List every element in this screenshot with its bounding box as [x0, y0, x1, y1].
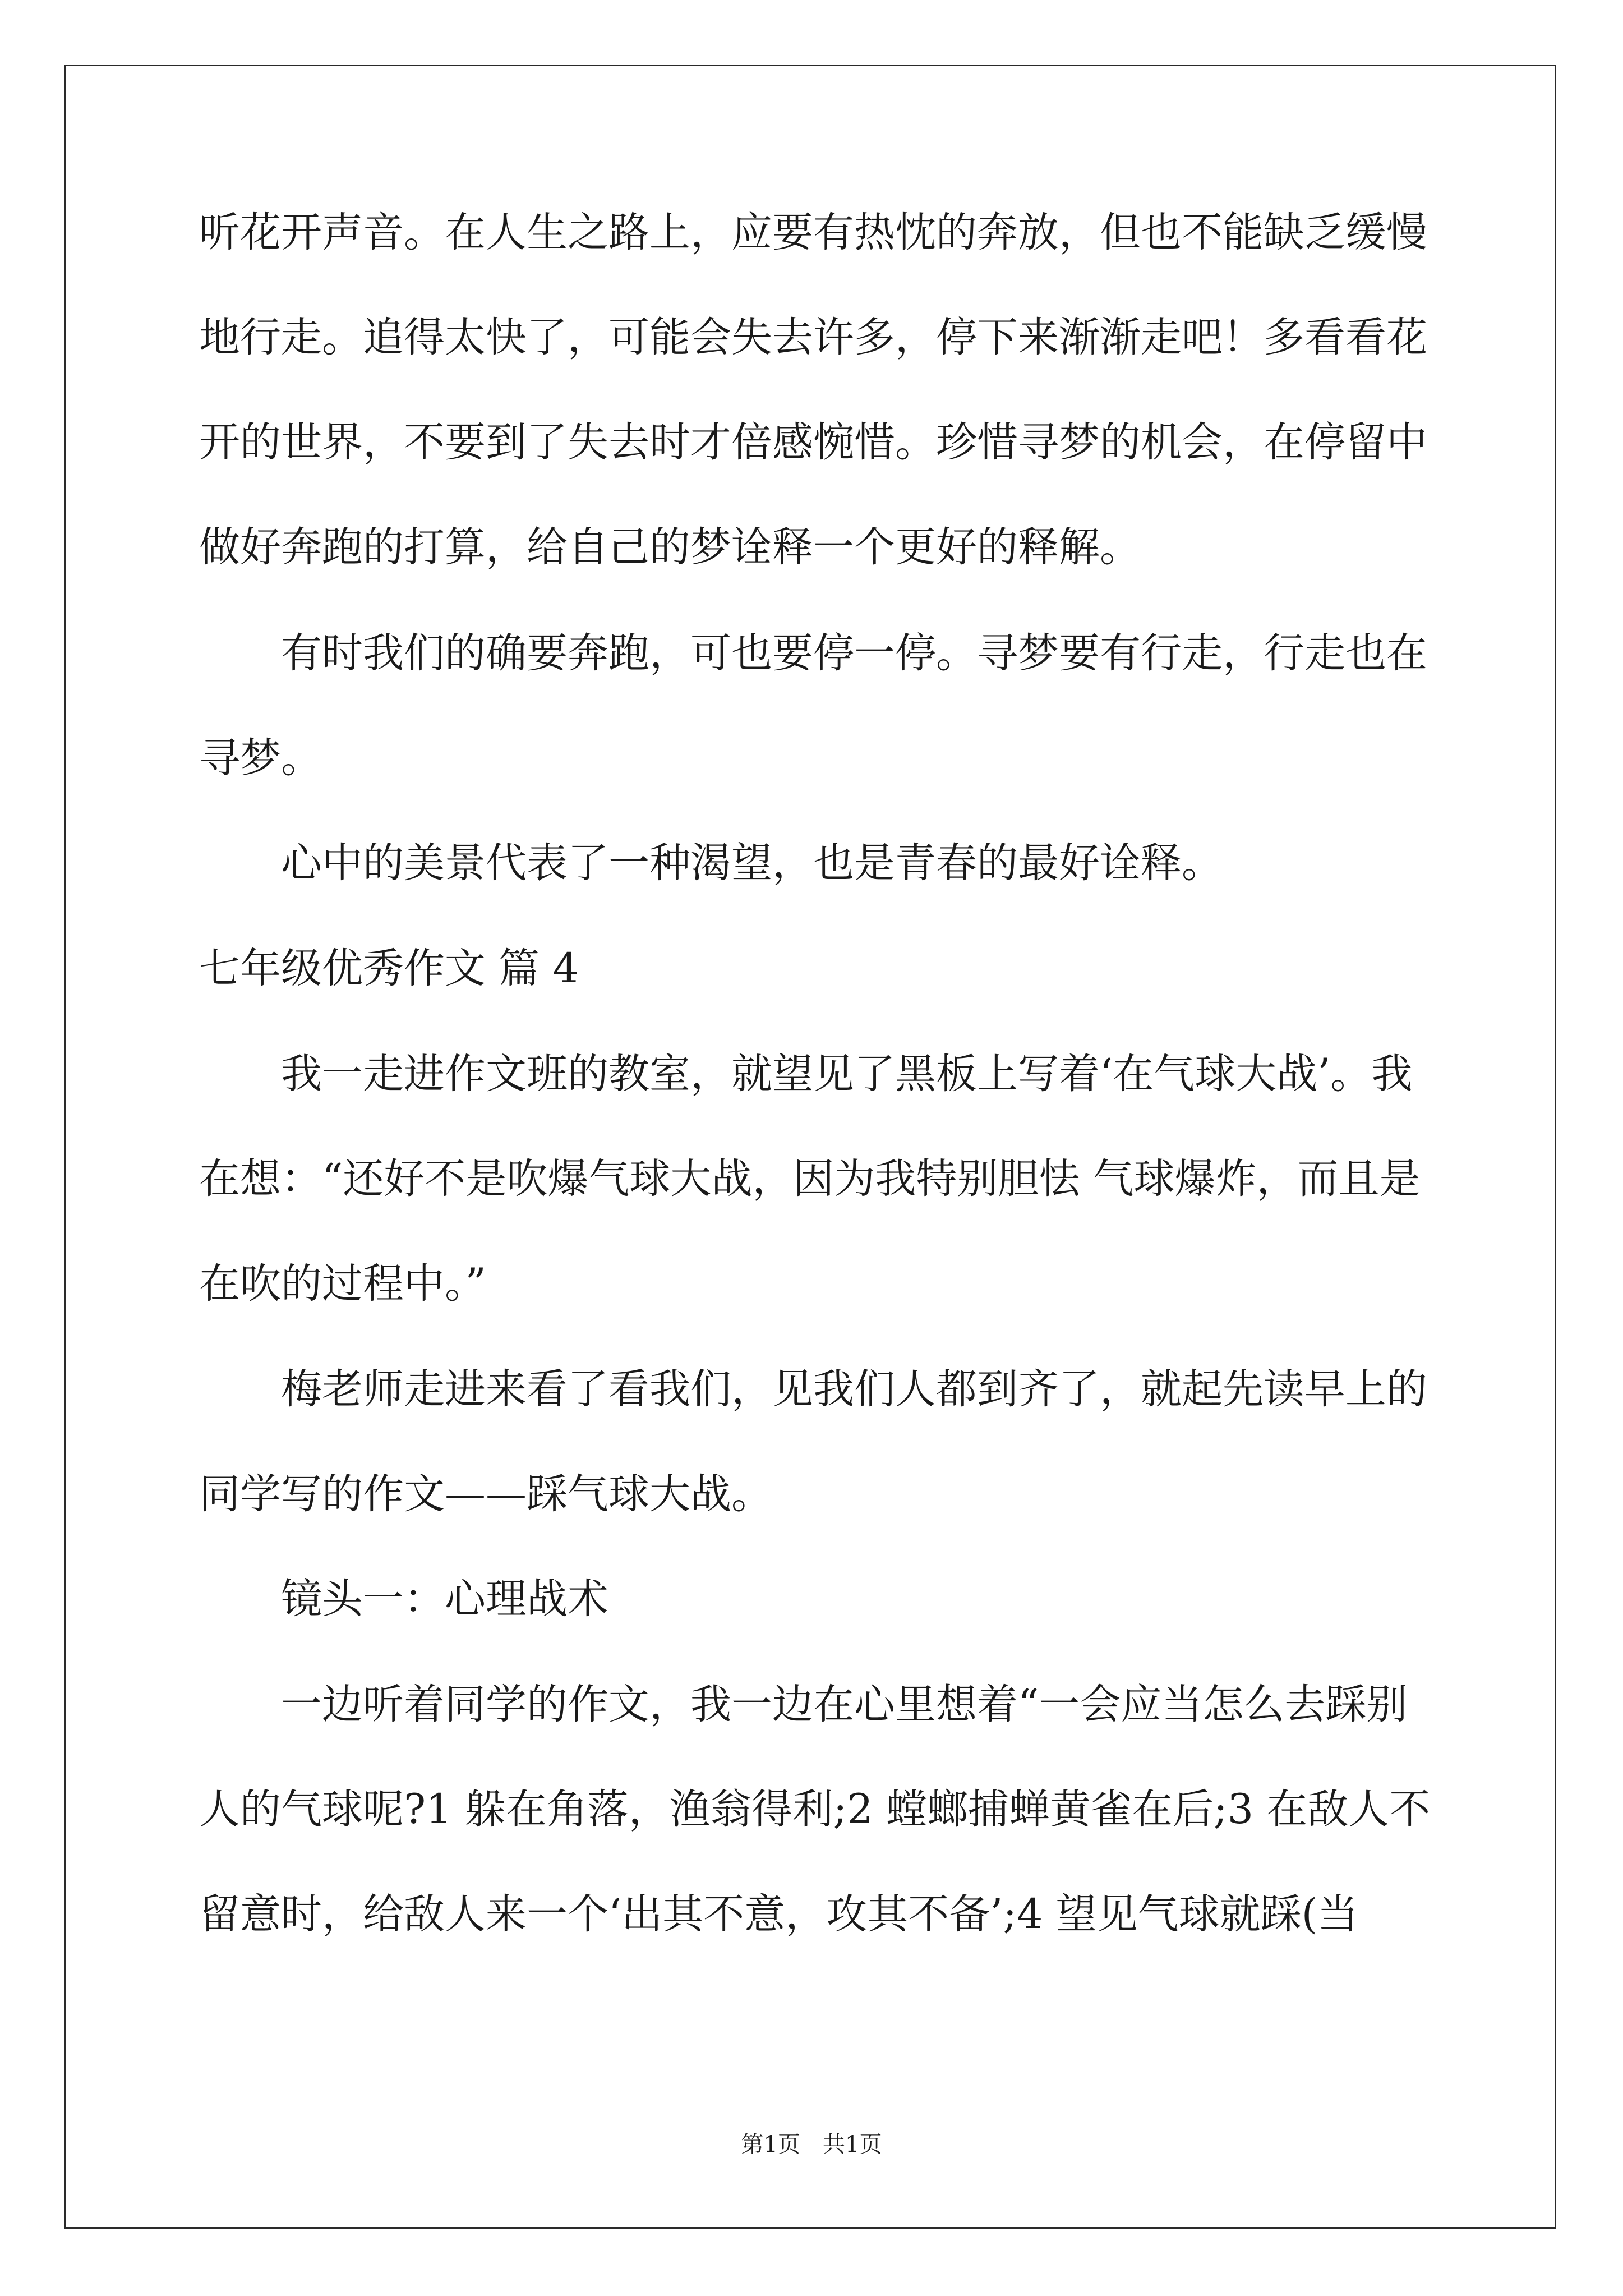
paragraph-line: 地行走。追得太快了，可能会失去许多，停下来渐渐走吧！多看看花 [199, 314, 1427, 361]
paragraph-line: 同学写的作文——踩气球大战。 [199, 1470, 772, 1518]
paragraph-line: 在吹的过程中。” [199, 1260, 486, 1308]
page-number: 第1页 [741, 2132, 800, 2157]
page-footer [0, 2128, 1623, 2161]
subheading-line: 镜头一：心理战术 [281, 1575, 608, 1623]
paragraph-line: 寻梦。 [199, 734, 322, 782]
paragraph-line: 人的气球呢?1 躲在角落，渔翁得利;2 螳螂捕蝉黄雀在后;3 在敌人不 [199, 1786, 1431, 1833]
section-heading: 七年级优秀作文 篇 4 [199, 945, 579, 992]
paragraph-line: 做好奔跑的打算，给自己的梦诠释一个更好的释解。 [199, 523, 1141, 571]
paragraph-line: 一边听着同学的作文，我一边在心里想着“一会应当怎么去踩别 [281, 1681, 1408, 1728]
paragraph-line: 我一走进作文班的教室，就望见了黑板上写着‘在气球大战’。我 [281, 1050, 1413, 1098]
paragraph-line: 听花开声音。在人生之路上，应要有热忱的奔放，但也不能缺乏缓慢 [199, 209, 1427, 256]
paragraph-line: 留意时，给敌人来一个‘出其不意，攻其不备’;4 望见气球就踩(当 [199, 1890, 1359, 1938]
paragraph-line: 开的世界，不要到了失去时才倍感惋惜。珍惜寻梦的机会，在停留中 [199, 418, 1427, 466]
page-total: 共1页 [823, 2132, 882, 2157]
paragraph-line: 心中的美景代表了一种渴望，也是青春的最好诠释。 [281, 839, 1223, 887]
paragraph-line: 梅老师走进来看了看我们，见我们人都到齐了，就起先读早上的 [281, 1365, 1427, 1413]
paragraph-line: 有时我们的确要奔跑，可也要停一停。寻梦要有行走，行走也在 [281, 629, 1427, 677]
paragraph-line: 在想：“还好不是吹爆气球大战，因为我特别胆怯 气球爆炸，而且是 [199, 1155, 1421, 1203]
